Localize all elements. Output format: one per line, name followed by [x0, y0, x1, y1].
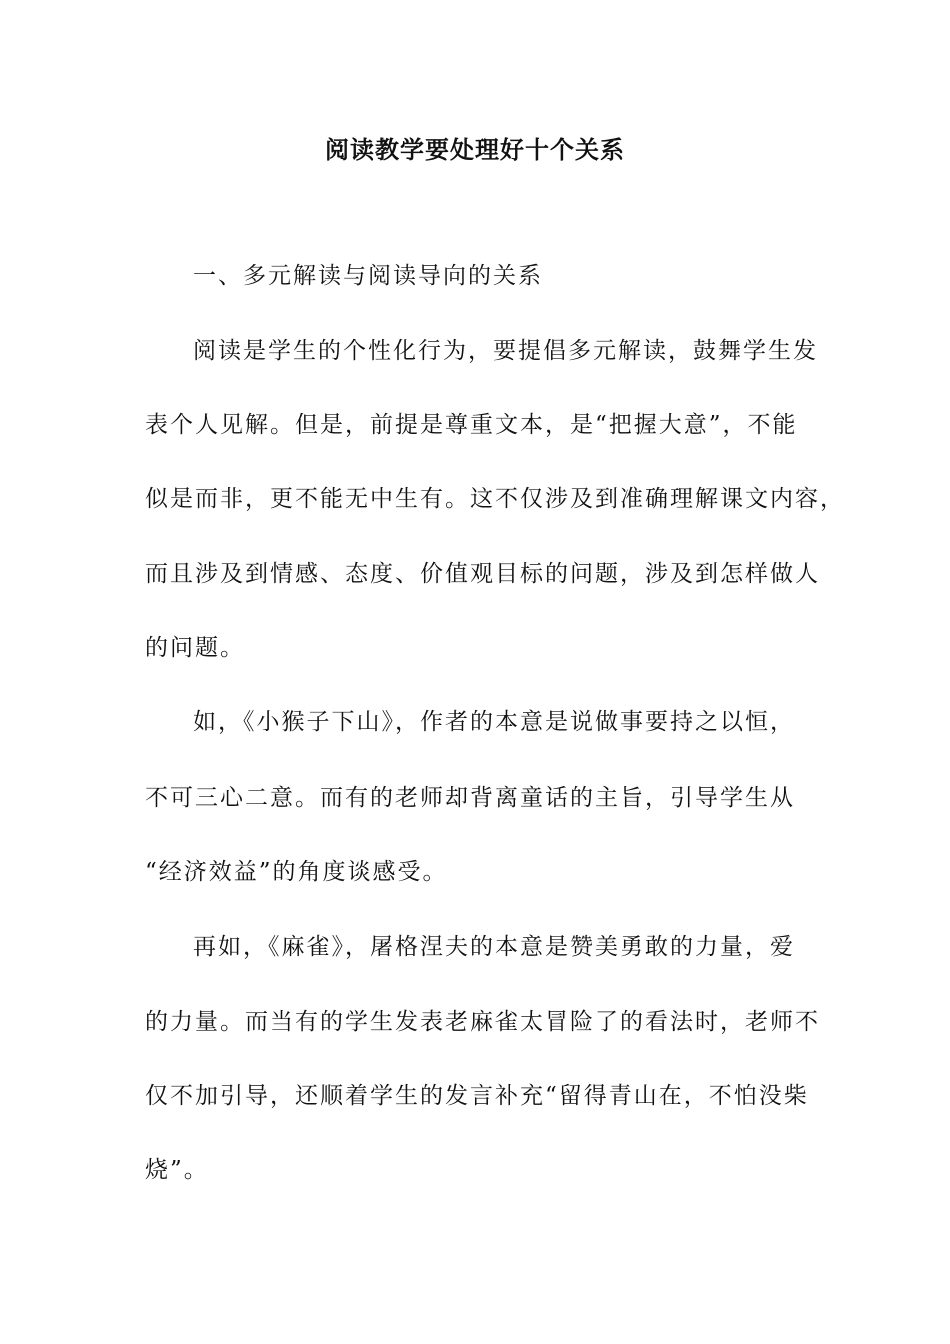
paragraph-line: 阅读是学生的个性化行为，要提倡多元解读，鼓舞学生发	[193, 338, 818, 364]
document-title: 阅读教学要处理好十个关系	[325, 135, 625, 164]
paragraph-line: 如，《小猴子下山》，作者的本意是说做事要持之以恒，	[193, 709, 795, 735]
paragraph-line: 仅不加引导，还顺着学生的发言补充“留得青山在，不怕没柴	[145, 1083, 809, 1109]
paragraph-line: 的问题。	[145, 635, 245, 661]
paragraph-line: 的力量。而当有的学生发表老麻雀太冒险了的看法时，老师不	[145, 1009, 820, 1035]
paragraph-line: 烧”。	[145, 1157, 209, 1183]
paragraph-line: “经济效益”的角度谈感受。	[145, 859, 448, 885]
paragraph-line: 不可三心二意。而有的老师却背离童话的主旨，引导学生从	[145, 785, 795, 811]
paragraph-line: 似是而非，更不能无中生有。这不仅涉及到准确理解课文内容，	[145, 486, 845, 512]
paragraph-line: 再如，《麻雀》，屠格涅夫的本意是赞美勇敢的力量，爱	[193, 934, 795, 960]
section-heading: 一、多元解读与阅读导向的关系	[193, 263, 543, 289]
paragraph-line: 表个人见解。但是，前提是尊重文本，是“把握大意”，不能	[145, 412, 798, 438]
paragraph-line: 而且涉及到情感、态度、价值观目标的问题，涉及到怎样做人	[145, 561, 820, 587]
